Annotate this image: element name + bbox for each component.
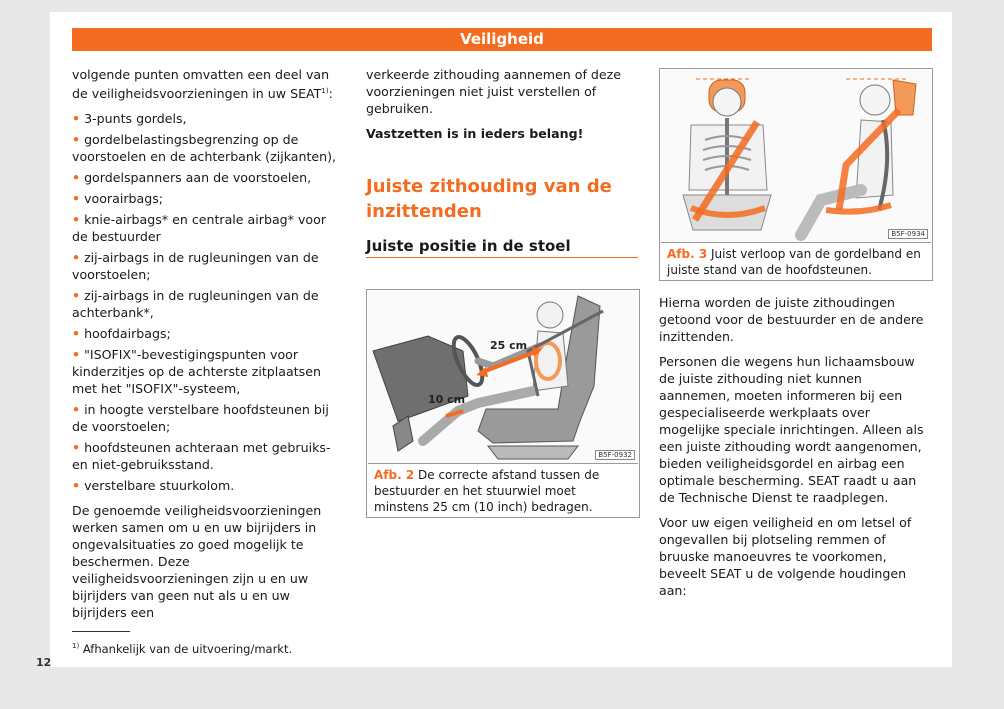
paragraph-2: Personen die wegens hun lichaamsbouw de juiste zithouding niet kunnen aannemen, moeten informeren bij een gespecialiseerde werkplaats over mogelijke speciale inrichtingen. Alleen als een juiste zithouding wordt aangenomen, bieden veiligheidsgordel en airbag een optimale bescherming. SEAT raadt u aan de Technische Dienst te raadplegen. — [659, 354, 924, 505]
list-item-text: in hoogte verstelbare hoofdsteunen bij de voorstoelen; — [72, 402, 329, 435]
bullet-dot-icon: • — [72, 347, 81, 363]
dimension-10cm: 10 cm — [428, 393, 466, 406]
continued-paragraph: verkeerde zithouding aannemen of deze voorzieningen niet juist verstellen of gebruiken. — [366, 67, 621, 116]
list-item — [72, 346, 342, 397]
list-item — [72, 401, 342, 435]
list-item-text: gordelbelastingsbegrenzing op de voorstoelen en de achterbank (zijkanten), — [72, 132, 337, 165]
list-item-text: 3-punts gordels, — [84, 111, 187, 127]
bullet-dot-icon: • — [72, 132, 81, 148]
list-item-text: gordelspanners aan de voorstoelen, — [84, 170, 312, 186]
figure-label: Afb. 3 — [667, 247, 708, 261]
bullet-dot-icon: • — [72, 440, 81, 456]
bullet-dot-icon: • — [72, 478, 81, 494]
list-item-text: verstelbare stuurkolom. — [84, 478, 235, 494]
list-item — [72, 211, 342, 245]
manual-page — [50, 12, 952, 667]
bullet-dot-icon: • — [72, 191, 81, 207]
footnote-mark: 1) — [72, 642, 80, 651]
figure-2 — [366, 289, 640, 518]
column-left — [72, 66, 342, 629]
bullet-dot-icon: • — [72, 326, 81, 342]
column-middle — [366, 66, 638, 258]
list-item — [72, 287, 342, 321]
dimension-25cm: 25 cm — [490, 339, 528, 352]
bullet-dot-icon: • — [72, 288, 81, 304]
intro-paragraph — [72, 66, 342, 102]
caption-text: Juist verloop van de gordelband en juiste stand van de hoofdsteunen. — [667, 247, 921, 277]
figure-2-caption — [374, 467, 632, 515]
list-item-text: "ISOFIX"-bevestigingspunten voor kinderzitjes op de achterste zitplaatsen met het "ISOFIX"-systeem, — [72, 347, 321, 397]
seating-distance-illustration — [368, 291, 638, 464]
safety-feature-list — [72, 110, 342, 494]
bullet-dot-icon: • — [72, 402, 81, 418]
list-item — [72, 439, 342, 473]
figure-3 — [659, 68, 933, 281]
caption-text: De correcte afstand tussen de bestuurder en het stuurwiel moet minstens 25 cm (10 inch) bedragen. — [374, 468, 600, 514]
figure-code: B5F-0934 — [888, 229, 928, 239]
list-item-text: zij-airbags in de rugleuningen van de achterbank*, — [72, 288, 319, 321]
paragraph-1: Hierna worden de juiste zithoudingen getoond voor de bestuurder en de andere inzittenden. — [659, 295, 924, 344]
page-number: 12 — [36, 656, 52, 669]
driver-seat-drawing — [368, 291, 638, 463]
bullet-dot-icon: • — [72, 111, 81, 127]
emphasis-line: Vastzetten is in ieders belang! — [366, 126, 584, 141]
list-item — [72, 169, 342, 186]
list-item — [72, 110, 342, 127]
footnote-divider — [72, 631, 130, 632]
bullet-dot-icon: • — [72, 250, 81, 266]
list-item — [72, 131, 342, 165]
intro-end: : — [328, 86, 333, 102]
footnote-ref[interactable]: 1) — [321, 87, 329, 95]
paragraph-3: Voor uw eigen veiligheid en om letsel of ongevallen bij plotseling remmen of bruuske manoeuvres te voorkomen, beveelt SEAT u de volgende houdingen aan: — [659, 515, 912, 598]
list-item-text: knie-airbags* en centrale airbag* voor de bestuurder — [72, 212, 327, 245]
figure-3-caption — [667, 246, 925, 278]
closing-paragraph: De genoemde veiligheidsvoorzieningen werken samen om u en uw bijrijders in ongevalsituaties zo goed mogelijk te beschermen. Deze veiligheidsvoorzieningen zijn u en uw bijrijders van geen nut als u en uw bijrijders een — [72, 503, 322, 621]
list-item — [72, 325, 342, 342]
list-item — [72, 249, 342, 283]
list-item-text: hoofdairbags; — [84, 326, 171, 342]
section-title: Juiste zithouding van de inzittenden — [366, 176, 612, 222]
figure-label: Afb. 2 — [374, 468, 415, 482]
list-item-text: zij-airbags in de rugleuningen van de voorstoelen; — [72, 250, 319, 283]
list-item — [72, 477, 342, 494]
bullet-dot-icon: • — [72, 212, 81, 228]
bullet-dot-icon: • — [72, 170, 81, 186]
list-item-text: voorairbags; — [84, 191, 164, 207]
belt-headrest-illustration — [661, 70, 931, 243]
list-item — [72, 190, 342, 207]
footnote — [72, 642, 292, 656]
header-bar — [72, 28, 932, 51]
list-item-text: hoofdsteunen achteraan met gebruiks- en niet-gebruiksstand. — [72, 440, 331, 473]
intro-text: volgende punten omvatten een deel van de veiligheidsvoorzieningen in uw SEAT — [72, 67, 330, 102]
chapter-title: Veiligheid — [460, 30, 544, 48]
figure-code: B5F-0932 — [595, 450, 635, 460]
column-right — [659, 294, 931, 607]
subsection-title: Juiste positie in de stoel — [366, 238, 638, 258]
footnote-text: Afhankelijk van de uitvoering/markt. — [82, 642, 293, 656]
belt-routing-drawing — [661, 70, 931, 242]
